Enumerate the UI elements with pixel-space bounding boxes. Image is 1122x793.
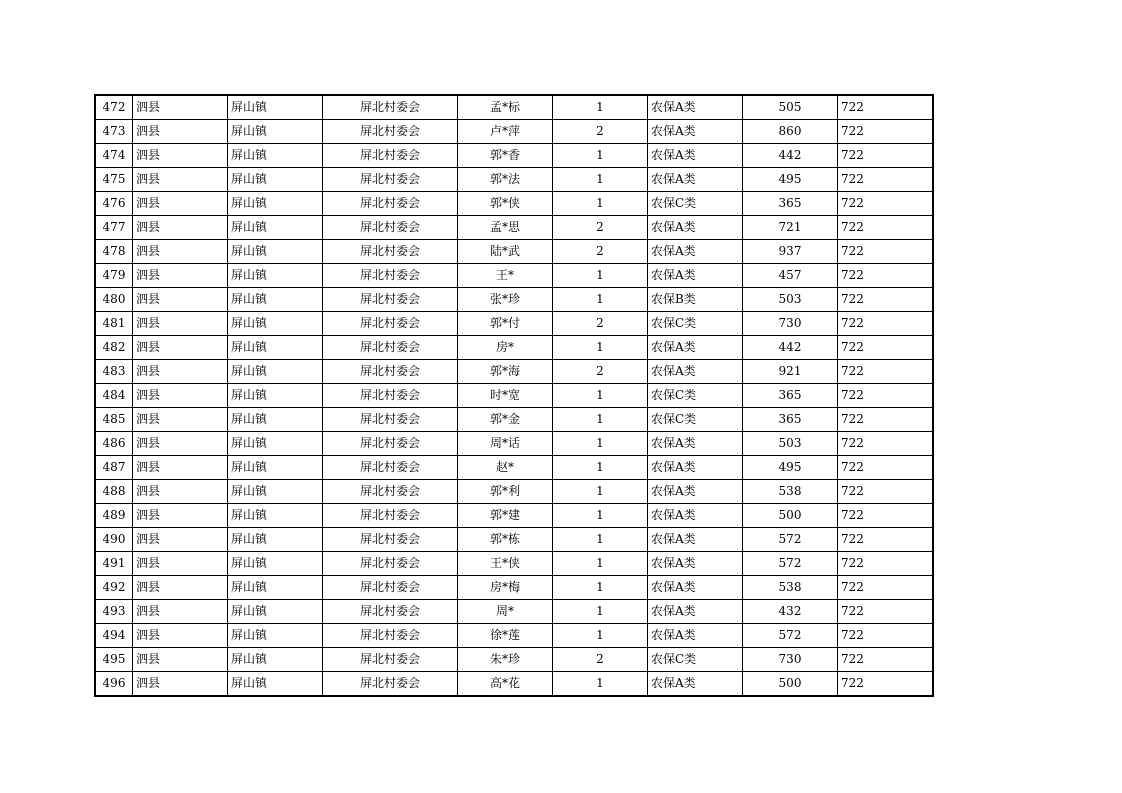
household-size-cell: 1 [553,264,648,288]
table-row [95,288,933,312]
category-cell: 农保A类 [648,624,743,648]
village-committee-cell: 屏北村委会 [323,288,458,312]
county-cell: 泗县 [133,216,228,240]
town-cell: 屏山镇 [228,336,323,360]
village-committee-cell: 屏北村委会 [323,264,458,288]
town-cell: 屏山镇 [228,216,323,240]
county-cell: 泗县 [133,672,228,697]
code-cell: 722 [838,144,934,168]
name-cell: 郭*法 [458,168,553,192]
amount-cell: 730 [743,312,838,336]
household-size-cell: 1 [553,432,648,456]
row-number-cell: 478 [95,240,133,264]
town-cell: 屏山镇 [228,504,323,528]
category-cell: 农保A类 [648,360,743,384]
amount-cell: 442 [743,336,838,360]
town-cell: 屏山镇 [228,648,323,672]
village-committee-cell: 屏北村委会 [323,384,458,408]
name-cell: 高*花 [458,672,553,697]
row-number-cell: 472 [95,95,133,120]
county-cell: 泗县 [133,288,228,312]
household-size-cell: 2 [553,312,648,336]
town-cell: 屏山镇 [228,528,323,552]
village-committee-cell: 屏北村委会 [323,312,458,336]
village-committee-cell: 屏北村委会 [323,360,458,384]
village-committee-cell: 屏北村委会 [323,672,458,697]
code-cell: 722 [838,240,934,264]
household-size-cell: 1 [553,600,648,624]
row-number-cell: 487 [95,456,133,480]
table-row [95,576,933,600]
row-number-cell: 492 [95,576,133,600]
name-cell: 孟*标 [458,95,553,120]
name-cell: 孟*思 [458,216,553,240]
category-cell: 农保A类 [648,95,743,120]
category-cell: 农保C类 [648,192,743,216]
county-cell: 泗县 [133,144,228,168]
row-number-cell: 493 [95,600,133,624]
name-cell: 王*侠 [458,552,553,576]
town-cell: 屏山镇 [228,456,323,480]
category-cell: 农保A类 [648,240,743,264]
county-cell: 泗县 [133,360,228,384]
category-cell: 农保A类 [648,552,743,576]
county-cell: 泗县 [133,120,228,144]
table-row [95,480,933,504]
name-cell: 房* [458,336,553,360]
row-number-cell: 495 [95,648,133,672]
category-cell: 农保A类 [648,504,743,528]
household-size-cell: 2 [553,216,648,240]
name-cell: 朱*珍 [458,648,553,672]
village-committee-cell: 屏北村委会 [323,552,458,576]
county-cell: 泗县 [133,192,228,216]
name-cell: 周* [458,600,553,624]
name-cell: 时*宽 [458,384,553,408]
amount-cell: 500 [743,672,838,697]
amount-cell: 572 [743,528,838,552]
household-size-cell: 1 [553,552,648,576]
household-size-cell: 1 [553,480,648,504]
category-cell: 农保C类 [648,648,743,672]
table-row [95,95,933,120]
name-cell: 郭*利 [458,480,553,504]
code-cell: 722 [838,216,934,240]
code-cell: 722 [838,648,934,672]
town-cell: 屏山镇 [228,192,323,216]
amount-cell: 500 [743,504,838,528]
row-number-cell: 491 [95,552,133,576]
code-cell: 722 [838,120,934,144]
village-committee-cell: 屏北村委会 [323,144,458,168]
name-cell: 郭*付 [458,312,553,336]
county-cell: 泗县 [133,168,228,192]
amount-cell: 921 [743,360,838,384]
row-number-cell: 484 [95,384,133,408]
table-row [95,672,933,697]
county-cell: 泗县 [133,312,228,336]
code-cell: 722 [838,168,934,192]
town-cell: 屏山镇 [228,360,323,384]
name-cell: 房*梅 [458,576,553,600]
category-cell: 农保A类 [648,456,743,480]
household-size-cell: 1 [553,95,648,120]
town-cell: 屏山镇 [228,144,323,168]
category-cell: 农保A类 [648,600,743,624]
name-cell: 王* [458,264,553,288]
row-number-cell: 486 [95,432,133,456]
amount-cell: 432 [743,600,838,624]
village-committee-cell: 屏北村委会 [323,456,458,480]
name-cell: 卢*萍 [458,120,553,144]
county-cell: 泗县 [133,480,228,504]
amount-cell: 538 [743,480,838,504]
category-cell: 农保A类 [648,144,743,168]
code-cell: 722 [838,95,934,120]
amount-cell: 495 [743,456,838,480]
category-cell: 农保C类 [648,312,743,336]
village-committee-cell: 屏北村委会 [323,432,458,456]
code-cell: 722 [838,456,934,480]
village-committee-cell: 屏北村委会 [323,95,458,120]
county-cell: 泗县 [133,528,228,552]
row-number-cell: 494 [95,624,133,648]
row-number-cell: 476 [95,192,133,216]
household-size-cell: 1 [553,504,648,528]
code-cell: 722 [838,264,934,288]
town-cell: 屏山镇 [228,288,323,312]
category-cell: 农保A类 [648,480,743,504]
town-cell: 屏山镇 [228,624,323,648]
town-cell: 屏山镇 [228,120,323,144]
name-cell: 陆*武 [458,240,553,264]
row-number-cell: 483 [95,360,133,384]
amount-cell: 721 [743,216,838,240]
code-cell: 722 [838,504,934,528]
table-row [95,408,933,432]
table-row [95,552,933,576]
row-number-cell: 477 [95,216,133,240]
table-row [95,240,933,264]
village-committee-cell: 屏北村委会 [323,120,458,144]
household-size-cell: 2 [553,648,648,672]
village-committee-cell: 屏北村委会 [323,216,458,240]
village-committee-cell: 屏北村委会 [323,336,458,360]
county-cell: 泗县 [133,576,228,600]
household-size-cell: 1 [553,624,648,648]
table-row [95,600,933,624]
table-body [95,95,933,696]
household-size-cell: 1 [553,456,648,480]
village-committee-cell: 屏北村委会 [323,240,458,264]
town-cell: 屏山镇 [228,480,323,504]
code-cell: 722 [838,480,934,504]
county-cell: 泗县 [133,456,228,480]
table-row [95,264,933,288]
table-row [95,336,933,360]
name-cell: 周*话 [458,432,553,456]
amount-cell: 572 [743,624,838,648]
category-cell: 农保A类 [648,432,743,456]
code-cell: 722 [838,192,934,216]
table-row [95,216,933,240]
household-size-cell: 1 [553,336,648,360]
category-cell: 农保A类 [648,216,743,240]
name-cell: 张*珍 [458,288,553,312]
table-row [95,456,933,480]
village-committee-cell: 屏北村委会 [323,528,458,552]
household-size-cell: 1 [553,408,648,432]
amount-cell: 495 [743,168,838,192]
county-cell: 泗县 [133,264,228,288]
category-cell: 农保C类 [648,384,743,408]
row-number-cell: 474 [95,144,133,168]
county-cell: 泗县 [133,504,228,528]
household-size-cell: 1 [553,528,648,552]
household-size-cell: 2 [553,120,648,144]
town-cell: 屏山镇 [228,264,323,288]
category-cell: 农保A类 [648,336,743,360]
category-cell: 农保A类 [648,264,743,288]
row-number-cell: 482 [95,336,133,360]
row-number-cell: 489 [95,504,133,528]
town-cell: 屏山镇 [228,552,323,576]
amount-cell: 538 [743,576,838,600]
county-cell: 泗县 [133,600,228,624]
town-cell: 屏山镇 [228,95,323,120]
amount-cell: 505 [743,95,838,120]
table-row [95,648,933,672]
village-committee-cell: 屏北村委会 [323,192,458,216]
town-cell: 屏山镇 [228,240,323,264]
village-committee-cell: 屏北村委会 [323,576,458,600]
village-committee-cell: 屏北村委会 [323,408,458,432]
amount-cell: 860 [743,120,838,144]
name-cell: 徐*莲 [458,624,553,648]
household-size-cell: 2 [553,360,648,384]
table-row [95,144,933,168]
household-size-cell: 1 [553,192,648,216]
code-cell: 722 [838,312,934,336]
household-size-cell: 1 [553,672,648,697]
table-row [95,120,933,144]
row-number-cell: 480 [95,288,133,312]
table-row [95,360,933,384]
code-cell: 722 [838,288,934,312]
county-cell: 泗县 [133,408,228,432]
village-committee-cell: 屏北村委会 [323,480,458,504]
row-number-cell: 473 [95,120,133,144]
code-cell: 722 [838,432,934,456]
county-cell: 泗县 [133,240,228,264]
name-cell: 郭*香 [458,144,553,168]
town-cell: 屏山镇 [228,576,323,600]
name-cell: 郭*金 [458,408,553,432]
code-cell: 722 [838,528,934,552]
household-size-cell: 1 [553,168,648,192]
category-cell: 农保C类 [648,408,743,432]
category-cell: 农保B类 [648,288,743,312]
town-cell: 屏山镇 [228,312,323,336]
row-number-cell: 475 [95,168,133,192]
county-cell: 泗县 [133,384,228,408]
household-size-cell: 1 [553,384,648,408]
code-cell: 722 [838,576,934,600]
category-cell: 农保A类 [648,576,743,600]
town-cell: 屏山镇 [228,432,323,456]
county-cell: 泗县 [133,432,228,456]
village-committee-cell: 屏北村委会 [323,624,458,648]
name-cell: 郭*栋 [458,528,553,552]
amount-cell: 365 [743,408,838,432]
row-number-cell: 488 [95,480,133,504]
town-cell: 屏山镇 [228,384,323,408]
row-number-cell: 481 [95,312,133,336]
amount-cell: 365 [743,192,838,216]
category-cell: 农保A类 [648,528,743,552]
county-cell: 泗县 [133,624,228,648]
data-sheet [94,94,934,697]
village-committee-cell: 屏北村委会 [323,168,458,192]
beneficiary-table [94,94,934,697]
household-size-cell: 1 [553,576,648,600]
county-cell: 泗县 [133,552,228,576]
code-cell: 722 [838,600,934,624]
code-cell: 722 [838,408,934,432]
code-cell: 722 [838,336,934,360]
town-cell: 屏山镇 [228,408,323,432]
category-cell: 农保A类 [648,168,743,192]
name-cell: 郭*海 [458,360,553,384]
village-committee-cell: 屏北村委会 [323,504,458,528]
name-cell: 赵* [458,456,553,480]
table-row [95,432,933,456]
row-number-cell: 479 [95,264,133,288]
name-cell: 郭*侠 [458,192,553,216]
table-row [95,168,933,192]
code-cell: 722 [838,360,934,384]
table-row [95,192,933,216]
category-cell: 农保A类 [648,120,743,144]
table-row [95,528,933,552]
code-cell: 722 [838,672,934,697]
amount-cell: 365 [743,384,838,408]
table-row [95,384,933,408]
category-cell: 农保A类 [648,672,743,697]
town-cell: 屏山镇 [228,600,323,624]
amount-cell: 503 [743,288,838,312]
table-row [95,312,933,336]
town-cell: 屏山镇 [228,168,323,192]
amount-cell: 457 [743,264,838,288]
name-cell: 郭*建 [458,504,553,528]
amount-cell: 730 [743,648,838,672]
household-size-cell: 1 [553,288,648,312]
county-cell: 泗县 [133,648,228,672]
amount-cell: 572 [743,552,838,576]
row-number-cell: 485 [95,408,133,432]
code-cell: 722 [838,384,934,408]
village-committee-cell: 屏北村委会 [323,648,458,672]
table-row [95,504,933,528]
table-row [95,624,933,648]
household-size-cell: 2 [553,240,648,264]
row-number-cell: 496 [95,672,133,697]
amount-cell: 937 [743,240,838,264]
amount-cell: 442 [743,144,838,168]
code-cell: 722 [838,552,934,576]
code-cell: 722 [838,624,934,648]
row-number-cell: 490 [95,528,133,552]
household-size-cell: 1 [553,144,648,168]
amount-cell: 503 [743,432,838,456]
county-cell: 泗县 [133,95,228,120]
county-cell: 泗县 [133,336,228,360]
village-committee-cell: 屏北村委会 [323,600,458,624]
town-cell: 屏山镇 [228,672,323,697]
